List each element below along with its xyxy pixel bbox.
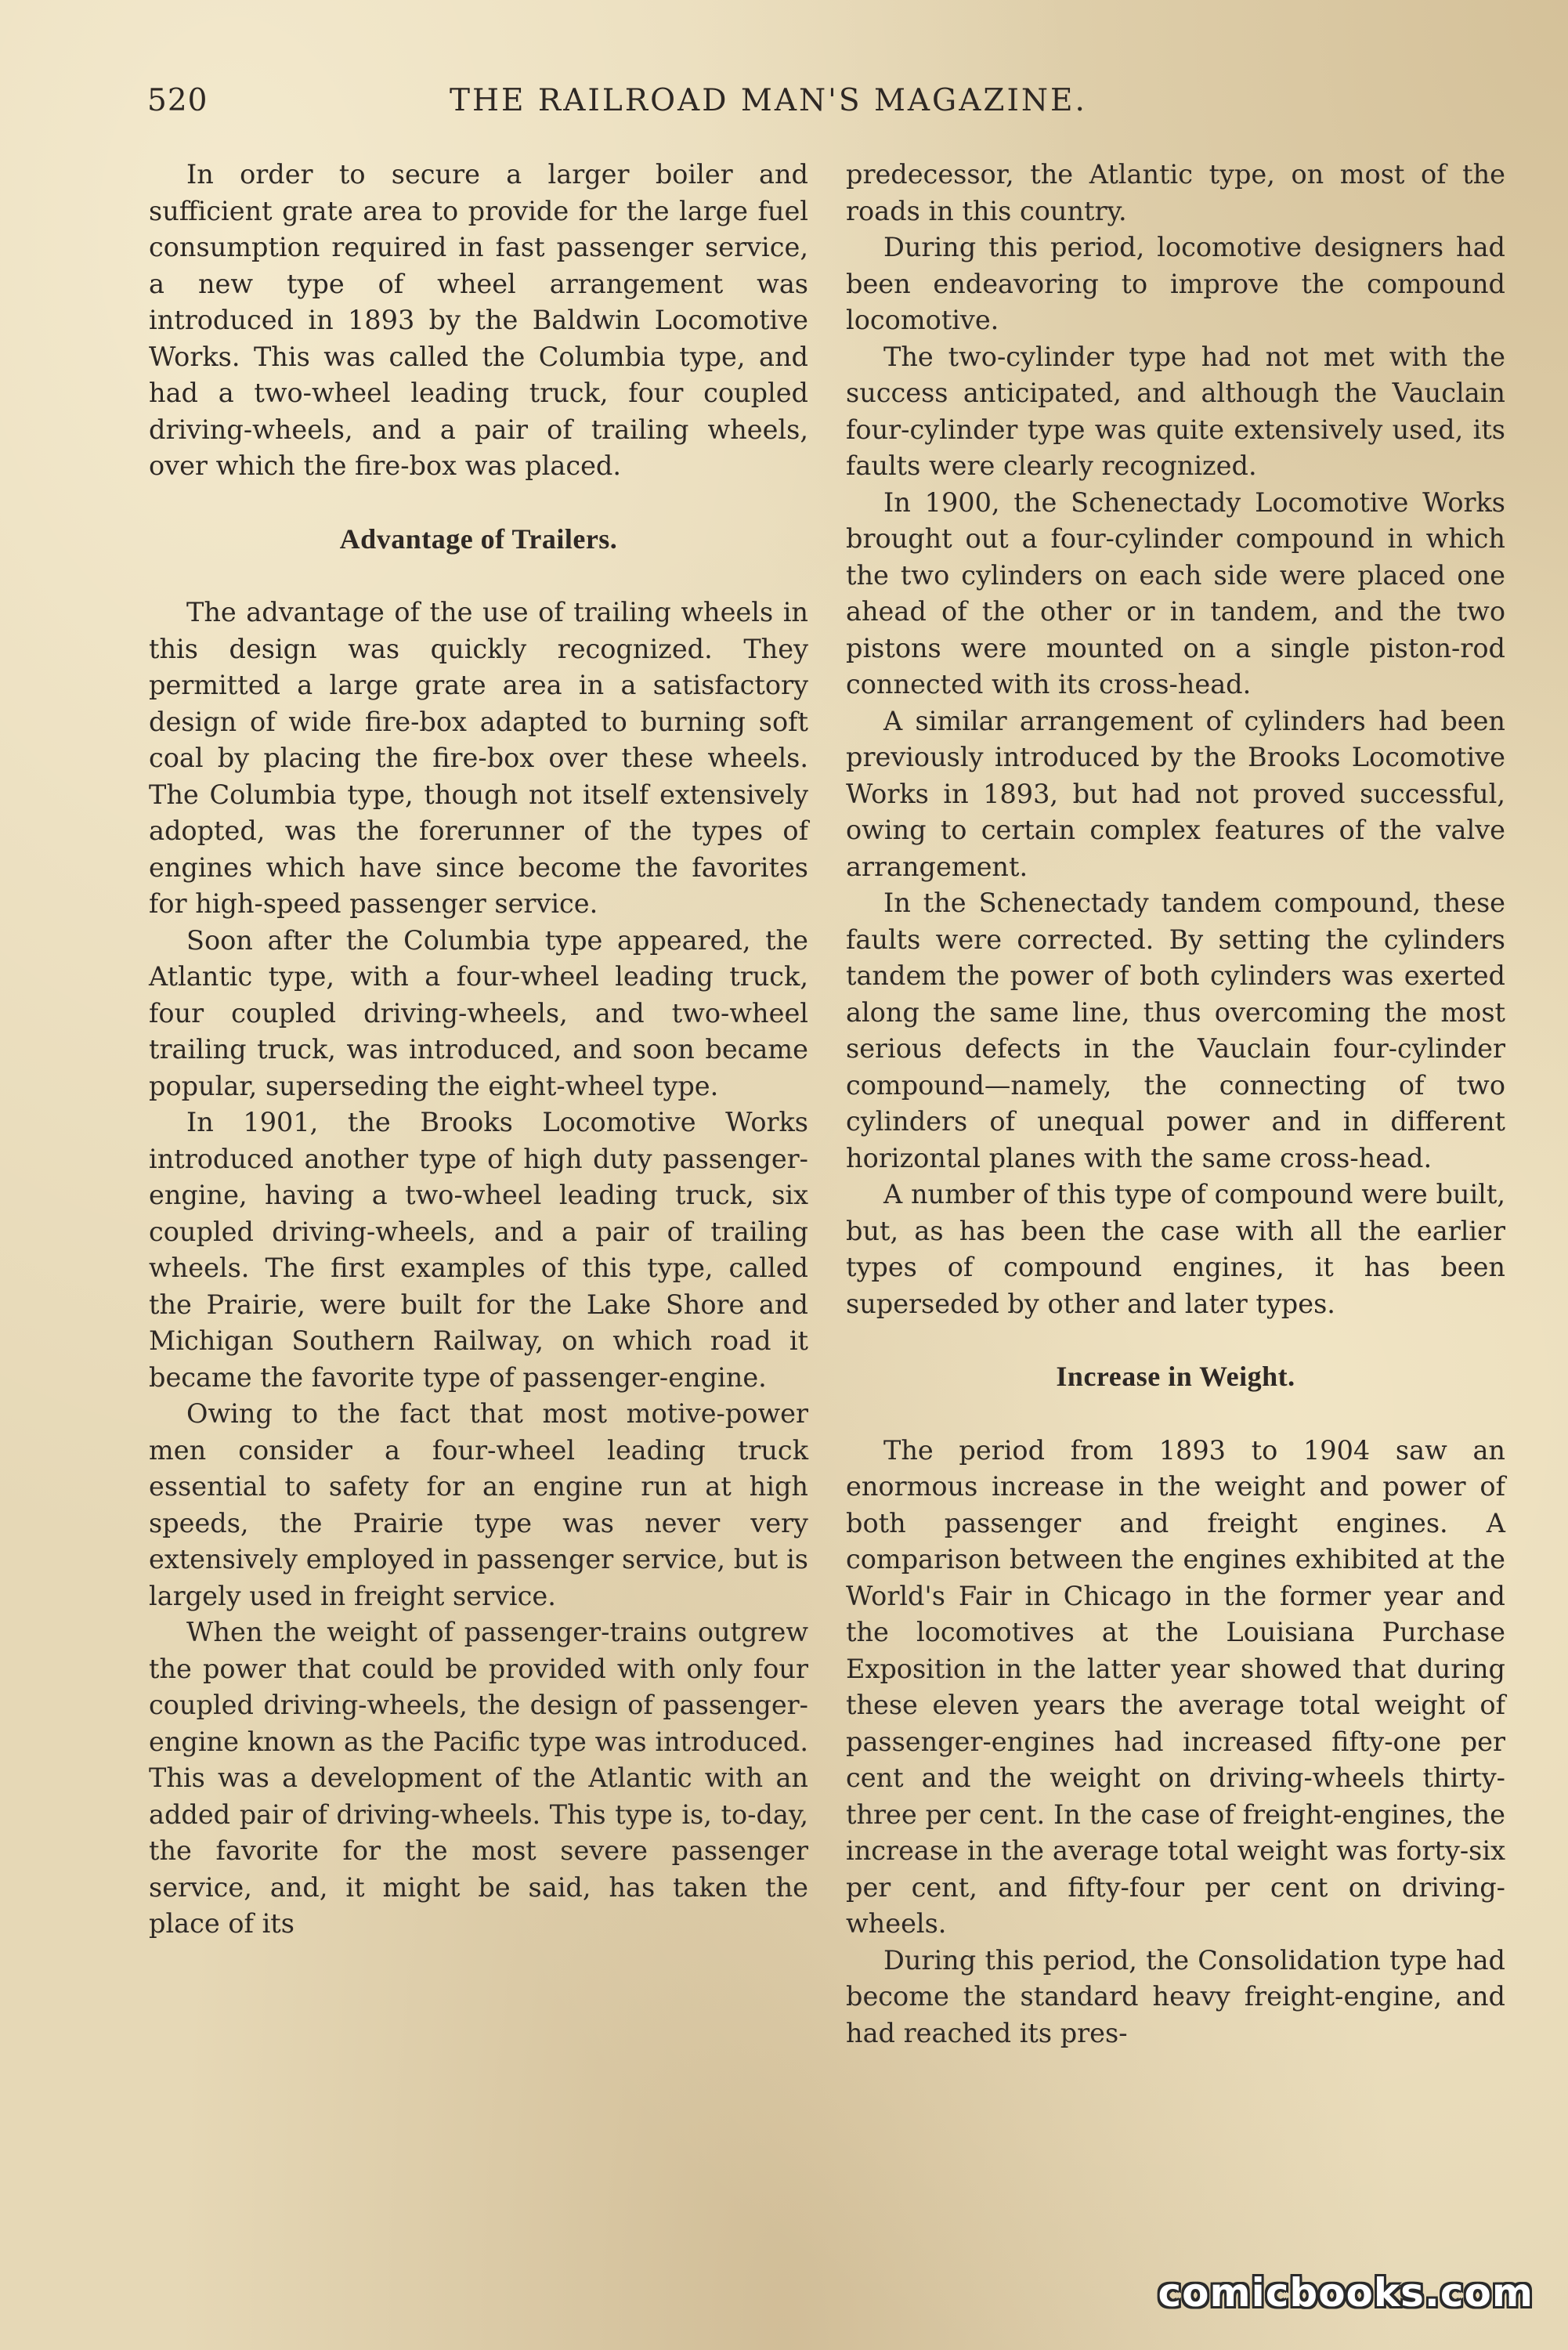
paragraph: A number of this type of compound were built, but, as has been the case with all the earlier types of compound engines, it has been superseded by other and later types.	[846, 1179, 1505, 1319]
paragraph: In order to secure a larger boiler and sufficient grate area to provide for the large fuel consumption required in fast passenger service, a new type of wheel arrangement was introduced in 1893 by the Baldwin Locomotive Works. This was called the Columbia type, and had a two-wheel leading truck, four coupled driving-wheels, and a pair of trailing wheels, over which the fire-box was placed.	[149, 159, 808, 481]
section-gap	[846, 1322, 1505, 1358]
paragraph: Soon after the Columbia type appeared, the Atlantic type, with a four-wheel leading truck, four coupled driving-wheels, and two-wheel trailing truck, was introduced, and soon became popular, superseding the eight-wheel type.	[149, 924, 808, 1101]
paragraph: When the weight of passenger-trains outgrew the power that could be provided with only four coupled driving-wheels, the design of passenger-engine known as the Pacific type was introduced. This was a development of the Atlantic with an added pair of driving-wheels. This type is, to-day, the favorite for the most severe passenger service, and, it might be said, has taken the place of its	[149, 1617, 808, 1939]
watermark-logo: comicbooks.com	[1158, 2270, 1534, 2316]
paragraph: In 1900, the Schenectady Locomotive Works brought out a four-cylinder compound in which the two cylinders on each side were placed one ahead of the other or in tandem, and the two pistons were mounted on a single piston-rod connected with its cross-head.	[846, 486, 1505, 700]
paragraph: A similar arrangement of cylinders had been previously introduced by the Brooks Locomotive Works in 1893, but had not proved successful, owing to certain complex features of the valve arrangement.	[846, 705, 1505, 882]
paragraph: The period from 1893 to 1904 saw an enormous increase in the weight and power of both passenger and freight engines. A comparison between the engines exhibited at the World's Fair in Chicago in the former year and the locomotives at the Louisiana Purchase Exposition in the latter year showed that during these eleven years the average total weight of passenger-engines had increased fifty-one per cent and the weight on driving-wheels thirty-three per cent. In the case of freight-engines, the increase in the average total weight was forty-six per cent, and fifty-four per cent on driving-wheels.	[846, 1434, 1505, 1939]
left-column	[149, 157, 808, 1943]
paragraph-continued: predecessor, the Atlantic type, on most of the roads in this country.	[846, 159, 1505, 226]
paragraph: During this period, locomotive designers had been endeavoring to improve the compound locomotive.	[846, 232, 1505, 335]
paragraph: The two-cylinder type had not met with the success anticipated, and although the Vauclain four-cylinder type was quite extensively used, its faults were clearly recognized.	[846, 341, 1505, 481]
section-gap	[846, 1395, 1505, 1433]
section-gap	[149, 485, 808, 521]
page-header	[147, 83, 1212, 130]
section-heading-increase-in-weight: Increase in Weight.	[1056, 1361, 1295, 1392]
right-column	[846, 157, 1505, 2052]
paragraph: Owing to the fact that most motive-power men consider a four-wheel leading truck essential to safety for an engine run at high speeds, the Prairie type was never very extensively employed in passenger service, but is largely used in freight service.	[149, 1398, 808, 1611]
page-number: 520	[147, 83, 208, 118]
paragraph: In 1901, the Brooks Locomotive Works introduced another type of high duty passenger-engine, having a two-wheel leading truck, six coupled driving-wheels, and a pair of trailing wheels. The first examples of this type, called the Prairie, were built for the Lake Shore and Michigan Southern Railway, on which road it became the favorite type of passenger-engine.	[149, 1107, 808, 1393]
paragraph: In the Schenectady tandem compound, these faults were corrected. By setting the cylinders tandem the power of both cylinders was exerted along the same line, thus overcoming the most serious defects in the Vauclain four-cylinder compound—namely, the connecting of two cylinders of unequal power and in different horizontal planes with the same cross-head.	[846, 888, 1505, 1173]
running-title: THE RAILROAD MAN'S MAGAZINE.	[450, 83, 1087, 118]
paragraph: During this period, the Consolidation type had become the standard heavy freight-engine, and had reached its pres-	[846, 1944, 1505, 2048]
section-gap	[149, 557, 808, 595]
paragraph: The advantage of the use of trailing wheels in this design was quickly recognized. They permitted a large grate area in a satisfactory design of wide fire-box adapted to burning soft coal by placing the fire-box over these wheels. The Columbia type, though not itself extensively adopted, was the forerunner of the types of engines which have since become the favorites for high-speed passenger service.	[149, 597, 808, 919]
section-heading-advantage-of-trailers: Advantage of Trailers.	[339, 522, 618, 555]
